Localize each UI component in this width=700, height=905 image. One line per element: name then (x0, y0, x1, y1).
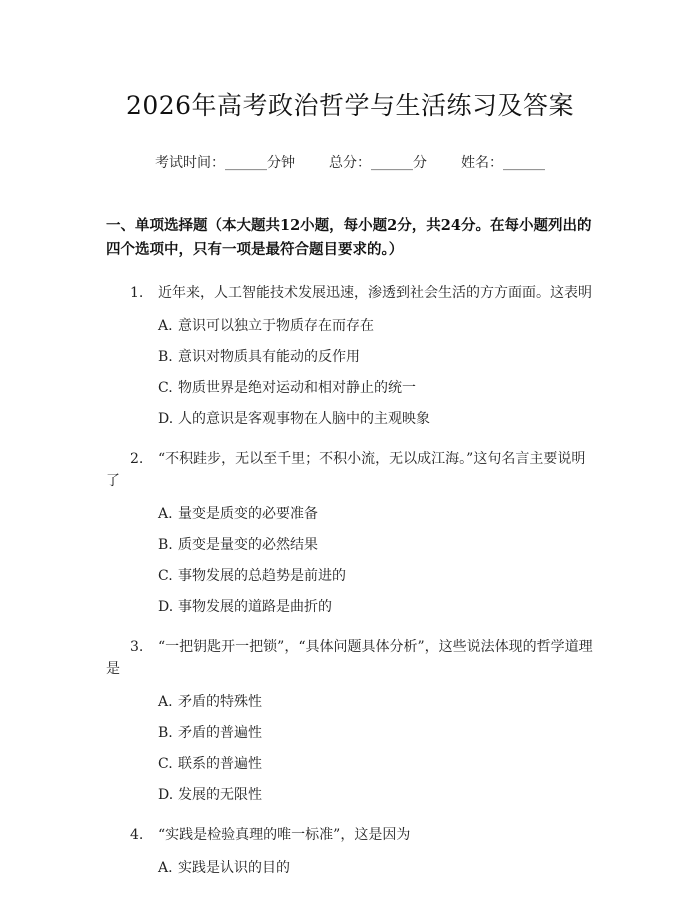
question-2 (106, 448, 594, 492)
option-letter: A. (158, 860, 173, 876)
option-2c (158, 567, 594, 585)
option-text: 实践是认识的目的 (178, 860, 290, 876)
option-1a (158, 317, 594, 335)
option-letter: B. (158, 725, 173, 741)
question-number: 2. (130, 451, 144, 467)
option-4a (158, 859, 594, 877)
option-2a (158, 505, 594, 523)
question-1 (106, 282, 594, 304)
option-letter: A. (158, 694, 173, 710)
option-3c (158, 755, 594, 773)
option-text: 人的意识是客观事物在人脑中的主观映象 (178, 411, 430, 427)
student-name-label: 姓名：______ (461, 155, 545, 171)
option-letter: B. (158, 537, 173, 553)
option-text: 事物发展的总趋势是前进的 (178, 568, 346, 584)
page-title: 2026年高考政治哲学与生活练习及答案 (125, 91, 575, 120)
question-stem: 近年来，人工智能技术发展迅速，渗透到社会生活的方方面面。这表明 (158, 285, 592, 301)
option-1c (158, 379, 594, 397)
option-1b (158, 348, 594, 366)
question-stem: “不积跬步，无以至千里；不积小流，无以成江海。”这句名言主要说明了 (106, 451, 586, 489)
option-text: 事物发展的道路是曲折的 (178, 599, 332, 615)
question-stem: “一把钥匙开一把锁”，“具体问题具体分析”，这些说法体现的哲学道理是 (106, 639, 593, 677)
option-letter: D. (158, 411, 174, 427)
option-letter: B. (158, 349, 173, 365)
option-letter: C. (158, 568, 173, 584)
option-text: 意识可以独立于物质存在而存在 (178, 318, 374, 334)
option-3b (158, 724, 594, 742)
option-text: 质变是量变的必然结果 (178, 537, 318, 553)
exam-meta (106, 152, 594, 172)
option-text: 意识对物质具有能动的反作用 (178, 349, 360, 365)
option-text: 联系的普遍性 (178, 756, 262, 772)
question-stem: “实践是检验真理的唯一标准”，这是因为 (158, 827, 411, 843)
question-3 (106, 636, 594, 680)
option-letter: C. (158, 756, 173, 772)
option-1d (158, 410, 594, 428)
option-letter: A. (158, 318, 173, 334)
option-2d (158, 598, 594, 616)
option-text: 矛盾的普遍性 (178, 725, 262, 741)
question-number: 4. (130, 827, 144, 843)
option-text: 量变是质变的必要准备 (178, 506, 318, 522)
option-letter: C. (158, 380, 173, 396)
question-number: 1. (130, 285, 144, 301)
question-number: 3. (130, 639, 144, 655)
option-letter: D. (158, 787, 174, 803)
option-2b (158, 536, 594, 554)
total-score-label: 总分：______分 (329, 155, 427, 171)
question-4 (106, 824, 594, 846)
option-letter: A. (158, 506, 173, 522)
section-heading: 一、单项选择题（本大题共12小题，每小题2分，共24分。在每小题列出的四个选项中，只有一项是最符合题目要求的。） (106, 217, 592, 258)
option-3a (158, 693, 594, 711)
option-text: 发展的无限性 (178, 787, 262, 803)
option-3d (158, 786, 594, 804)
option-text: 矛盾的特殊性 (178, 694, 262, 710)
exam-time-label: 考试时间：______分钟 (155, 155, 295, 171)
option-text: 物质世界是绝对运动和相对静止的统一 (178, 380, 416, 396)
option-letter: D. (158, 599, 174, 615)
